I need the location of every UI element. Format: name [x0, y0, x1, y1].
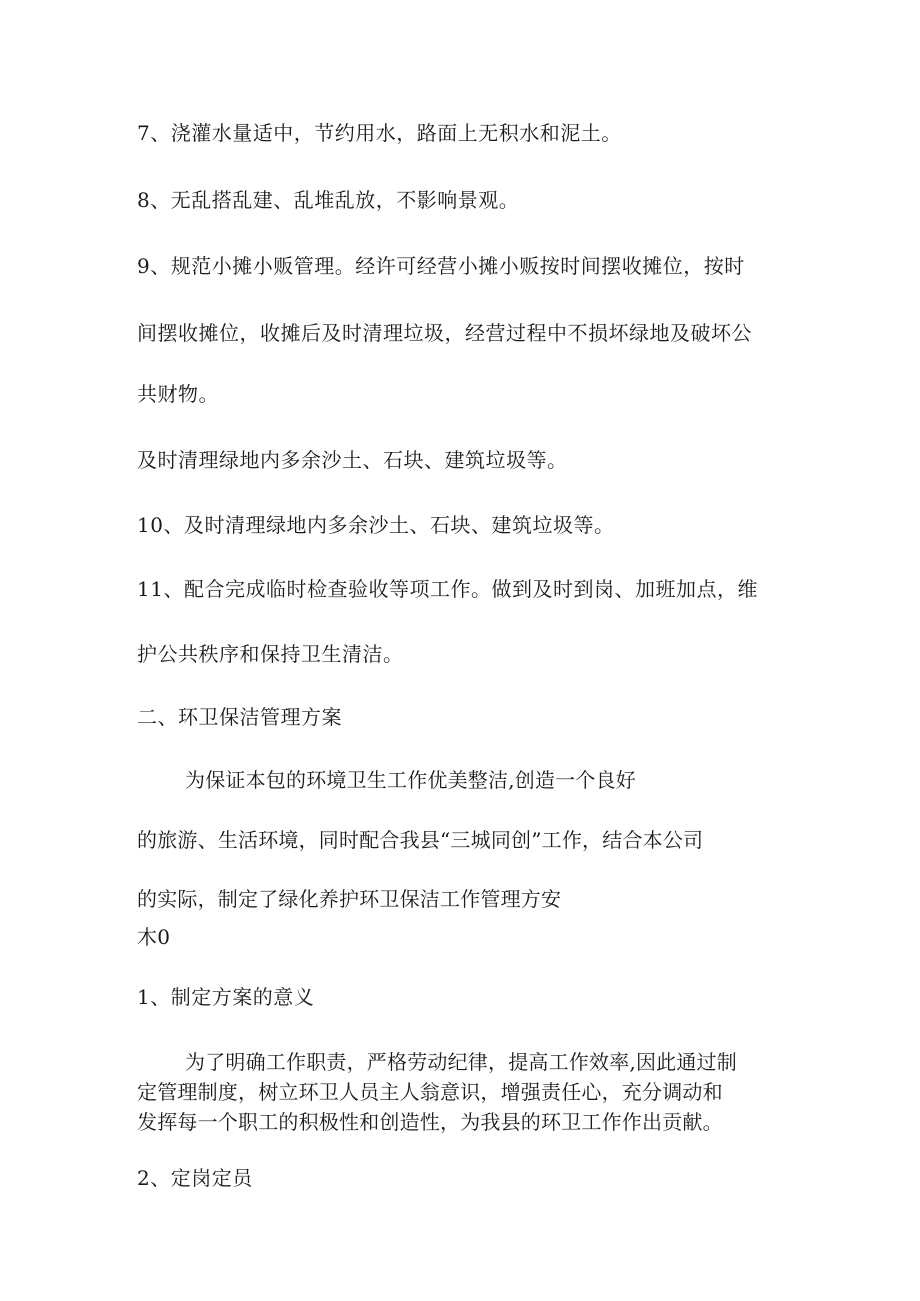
item-11-line-1: 11、配合完成临时检查验收等项工作。做到及时到岗、加班加点，维 — [137, 577, 758, 601]
item-9-line-3: 共财物。 — [137, 382, 219, 406]
item-11-line-2: 护公共秩序和保持卫生清洁。 — [137, 642, 404, 666]
item-9-line-2: 间摆收摊位，收摊后及时清理垃圾，经营过程中不损坏绿地及破坏公 — [137, 321, 752, 345]
subsection-2-heading: 2、定岗定员 — [137, 1166, 253, 1190]
intro-line-1: 为保证本包的环境卫生工作优美整洁,创造一个良好 — [185, 768, 636, 792]
intro-line-4: 木0 — [137, 925, 171, 949]
item-10: 10、及时清理绿地内多余沙土、石块、建筑垃圾等。 — [137, 513, 615, 537]
item-8: 8、无乱搭乱建、乱堆乱放，不影响景观。 — [137, 188, 520, 212]
item-unnumbered: 及时清理绿地内多余沙土、石块、建筑垃圾等。 — [137, 448, 568, 472]
item-9-line-1: 9、规范小摊小贩管理。经许可经营小摊小贩按时间摆收摊位，按时 — [137, 254, 745, 278]
intro-line-3: 的实际，制定了绿化养护环卫保洁工作管理方安 — [137, 887, 562, 911]
subsection-1-line-1: 为了明确工作职责，严格劳动纪律，提高工作效率,因此通过制 — [185, 1050, 737, 1074]
subsection-1-line-2: 定管理制度，树立环卫人员主人翁意识，增强责任心，充分调动和 — [137, 1080, 723, 1104]
subsection-1-line-3: 发挥每一个职工的积极性和创造性，为我县的环卫工作作出贡献。 — [137, 1110, 723, 1134]
item-7: 7、浇灌水量适中，节约用水，路面上无积水和泥土。 — [137, 121, 622, 145]
subsection-1-heading: 1、制定方案的意义 — [137, 985, 315, 1009]
intro-line-2: 的旅游、生活环境，同时配合我县“三城同创”工作，结合本公司 — [137, 828, 704, 852]
section-heading: 二、环卫保洁管理方案 — [137, 705, 342, 729]
